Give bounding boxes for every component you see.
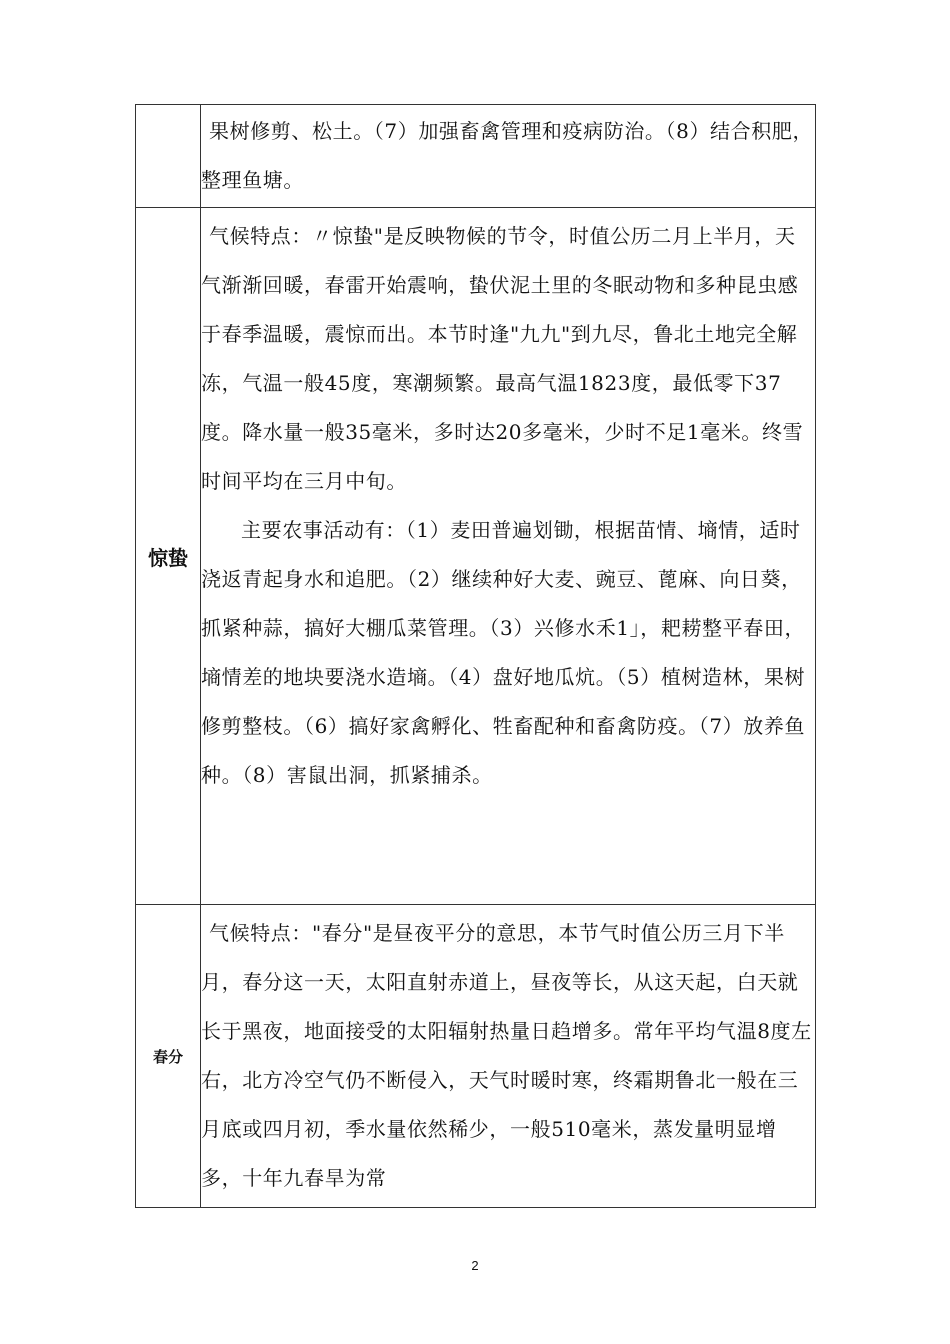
term-label-cell [136,105,201,208]
table-row [136,105,816,208]
term-label: 春分 [152,1047,183,1066]
term-label-cell [136,905,201,1208]
term-label-cell [136,208,201,905]
solar-terms-table [135,104,816,1208]
paragraph-climate: 气候特点："春分"是昼夜平分的意思，本节气时值公历三月下半月，春分这一天，太阳直射赤道上，昼夜等长，从这天起，白天就长于黑夜，地面接受的太阳辐射热量日趋增多。常年平均气温8度左右，北方冷空气仍不断侵入，天气时暖时寒，终霜期鲁北一般在三月底或四月初，季水量依然稀少，一般510毫米，蒸发量明显增多，十年九春旱为常 [201,921,812,1190]
table-row [136,905,816,1208]
table-row [136,208,816,905]
term-content-cell [201,905,816,1208]
page-number: 2 [471,1258,479,1273]
paragraph-climate: 气候特点：〃惊蛰"是反映物候的节令，时值公历二月上半月，天气渐渐回暖，春雷开始震响，蛰伏泥土里的冬眠动物和多种昆虫感于春季温暖，震惊而出。本节时逢"九九"到九尽，鲁北土地完全解冻，气温一般45度，寒潮频繁。最高气温1823度，最低零下37度。降水量一般35毫米，多时达20多毫米，少时不足1毫米。终雪时间平均在三月中旬。 [201,224,804,493]
paragraph-farm-activities: 主要农事活动有：（1）麦田普遍划锄，根据苗情、墒情，适时浇返青起身水和追肥。（2）继续种好大麦、豌豆、蓖麻、向日葵，抓紧种蒜，搞好大棚瓜菜管理。（3）兴修水禾1」，耙耢整平春田，墒情差的地块要浇水造墒。（4）盘好地瓜炕。（5）植树造林，果树修剪整枝。（6）搞好家禽孵化、牲畜配种和畜禽防疫。（7）放养鱼种。（8）害鼠出洞，抓紧捕杀。 [201,518,806,787]
term-content-cell [201,208,816,905]
term-content-cell [201,105,816,208]
term-label: 惊蛰 [148,545,188,570]
paragraph: 果树修剪、松土。（7）加强畜禽管理和疫病防治。（8）结合积肥，整理鱼塘。 [201,119,814,192]
